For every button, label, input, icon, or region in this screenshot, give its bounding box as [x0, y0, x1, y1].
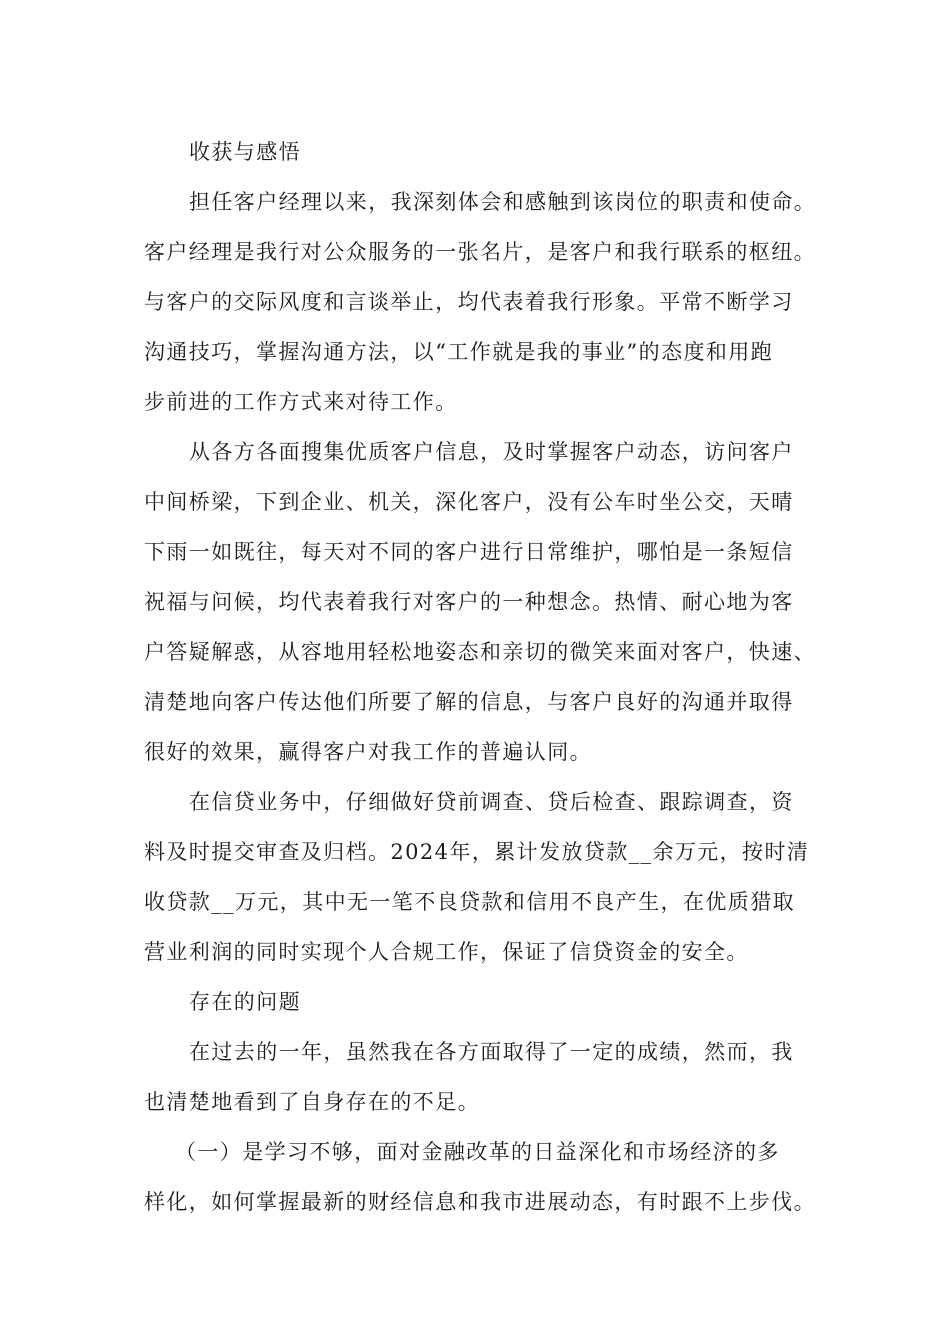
paragraph-line: 下雨一如既往，每天对不同的客户进行日常维护，哪怕是一条短信: [144, 540, 794, 564]
paragraph-line: 料及时提交审查及归档。2024年，累计发放贷款__余万元，按时清: [144, 840, 810, 864]
paragraph-line: 收贷款__万元，其中无一笔不良贷款和信用不良产生，在优质猎取: [144, 890, 795, 914]
paragraph-line: 在过去的一年，虽然我在各方面取得了一定的成绩，然而，我: [189, 1040, 794, 1064]
paragraph-line: 沟通技巧，掌握沟通方法，以“工作就是我的事业”的态度和用跑: [144, 340, 774, 364]
paragraph-line: 样化，如何掌握最新的财经信息和我市进展动态，有时跟不上步伐。: [144, 1190, 816, 1214]
paragraph-line: （一）是学习不够，面对金融改革的日益深化和市场经济的多: [175, 1140, 780, 1164]
section-heading-gains: 收获与感悟: [189, 140, 301, 164]
paragraph-line: 中间桥梁，下到企业、机关，深化客户，没有公车时坐公交，天晴: [144, 490, 794, 514]
section-heading-problems: 存在的问题: [189, 990, 301, 1014]
paragraph-line: 步前进的工作方式来对待工作。: [144, 390, 458, 414]
paragraph-line: 从各方各面搜集优质客户信息，及时掌握客户动态，访问客户: [189, 440, 794, 464]
paragraph-line: 清楚地向客户传达他们所要了解的信息，与客户良好的沟通并取得: [144, 690, 794, 714]
paragraph-line: 在信贷业务中，仔细做好贷前调查、贷后检查、跟踪调查，资: [189, 790, 794, 814]
paragraph-line: 祝福与问候，均代表着我行对客户的一种想念。热情、耐心地为客: [144, 590, 794, 614]
paragraph-line: 与客户的交际风度和言谈举止，均代表着我行形象。平常不断学习: [144, 290, 794, 314]
paragraph-line: 客户经理是我行对公众服务的一张名片，是客户和我行联系的枢纽。: [144, 240, 816, 264]
paragraph-line: 担任客户经理以来，我深刻体会和感触到该岗位的职责和使命。: [189, 190, 817, 214]
paragraph-line: 也清楚地看到了自身存在的不足。: [144, 1090, 480, 1114]
paragraph-line: 很好的效果，赢得客户对我工作的普遍认同。: [144, 740, 592, 764]
paragraph-line: 户答疑解惑，从容地用轻松地姿态和亲切的微笑来面对客户，快速、: [144, 640, 816, 664]
paragraph-line: 营业利润的同时实现个人合规工作，保证了信贷资金的安全。: [144, 940, 749, 964]
